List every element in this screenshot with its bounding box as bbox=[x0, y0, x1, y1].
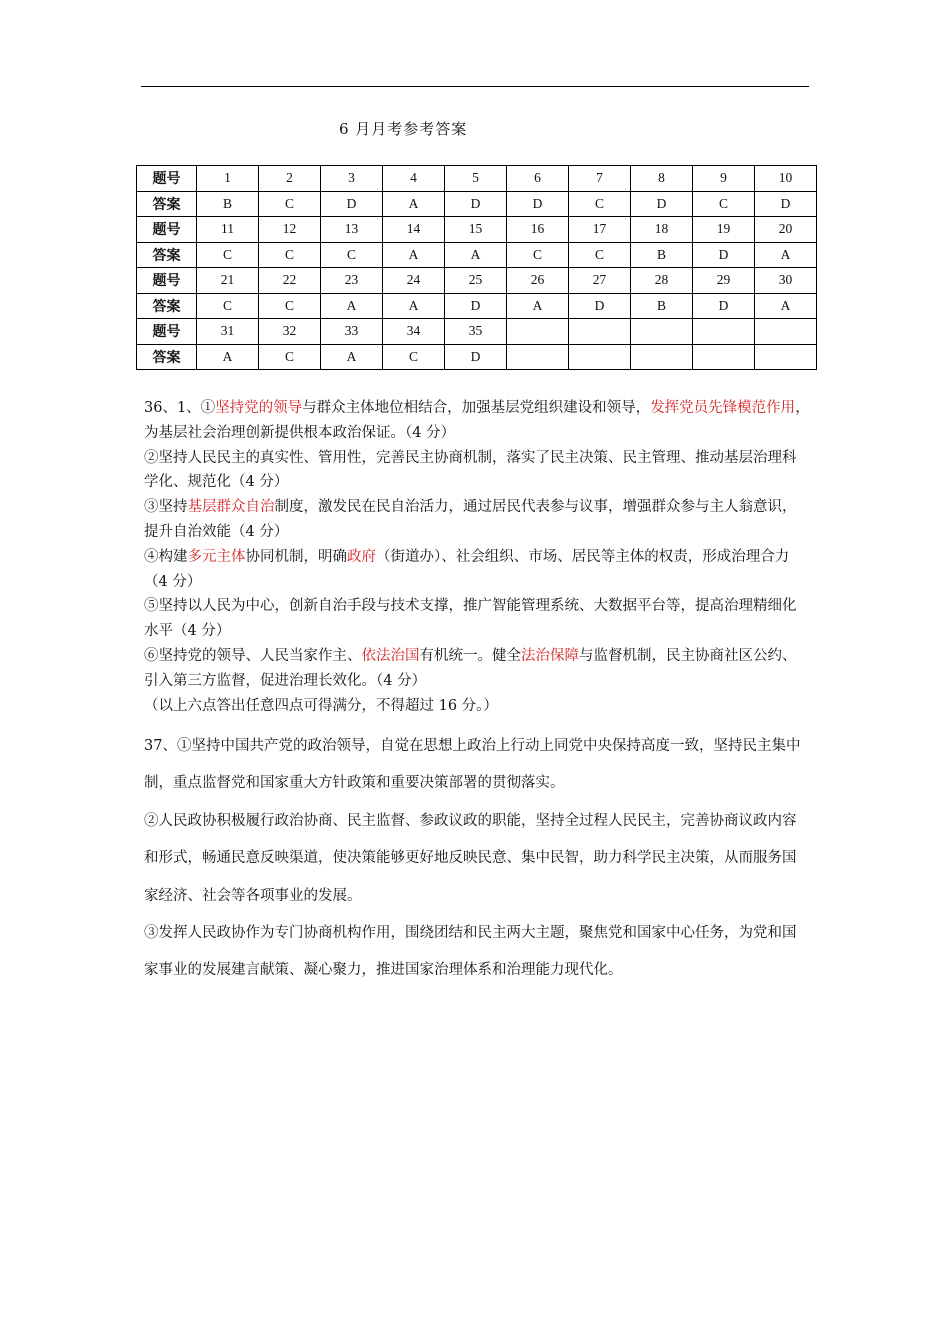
q37-point-3: ③发挥人民政协作为专门协商机构作用，围绕团结和民主两大主题，聚焦党和国家中心任务，为党和国家事业的发展建言献策、凝心聚力，推进国家治理体系和治理能力现代化。 bbox=[144, 925, 797, 979]
question-number-cell: 16 bbox=[507, 217, 569, 243]
q36-point-5: ⑤坚持以人民为中心，创新自治手段与技术支撑，推广智能管理系统、大数据平台等，提高治理精细化水平（4 分） bbox=[144, 598, 797, 640]
answer-cell: A bbox=[383, 191, 445, 217]
q37-point-2: ②人民政协积极履行政治协商、民主监督、参政议政的职能，坚持全过程人民民主，完善协商议政内容和形式，畅通民意反映渠道，使决策能够更好地反映民意、集中民智，助力科学民主决策，从而服务国家经济、社会等各项事业的发展。 bbox=[144, 812, 797, 904]
question-36-answer bbox=[144, 396, 810, 718]
answer-cell: C bbox=[259, 293, 321, 319]
question-number-cell: 3 bbox=[321, 166, 383, 192]
answer-cell: D bbox=[321, 191, 383, 217]
question-number-cell bbox=[693, 319, 755, 345]
answer-cell: D bbox=[569, 293, 631, 319]
question-number-cell: 23 bbox=[321, 268, 383, 294]
question-number-cell: 8 bbox=[631, 166, 693, 192]
question-number-cell: 9 bbox=[693, 166, 755, 192]
row-header: 题号 bbox=[137, 166, 197, 192]
question-number-cell: 5 bbox=[445, 166, 507, 192]
question-number-cell: 22 bbox=[259, 268, 321, 294]
answer-cell: C bbox=[197, 242, 259, 268]
question-number-cell: 21 bbox=[197, 268, 259, 294]
q37-point-1: 37、①坚持中国共产党的政治领导，自觉在思想上政治上行动上同党中央保持高度一致，坚持民主集中制，重点监督党和国家重大方针政策和重要决策部署的贯彻落实。 bbox=[144, 738, 801, 792]
answer-cell: D bbox=[631, 191, 693, 217]
question-number-cell: 32 bbox=[259, 319, 321, 345]
answer-cell: B bbox=[631, 242, 693, 268]
answer-cell: C bbox=[569, 191, 631, 217]
q36-point-1: 36、1、①坚持党的领导与群众主体地位相结合，加强基层党组织建设和领导，发挥党员先锋模范作用，为基层社会治理创新提供根本政治保证。（4 分） bbox=[144, 400, 810, 441]
question-number-cell bbox=[755, 319, 817, 345]
answer-cell: C bbox=[197, 293, 259, 319]
answer-cell bbox=[693, 344, 755, 370]
answer-cell: A bbox=[755, 293, 817, 319]
answer-cell: A bbox=[321, 344, 383, 370]
question-number-cell: 19 bbox=[693, 217, 755, 243]
answer-cell: B bbox=[197, 191, 259, 217]
question-number-cell: 6 bbox=[507, 166, 569, 192]
question-number-cell: 24 bbox=[383, 268, 445, 294]
answer-cell: A bbox=[445, 242, 507, 268]
question-number-cell: 14 bbox=[383, 217, 445, 243]
answer-row bbox=[137, 293, 817, 319]
question-number-cell: 10 bbox=[755, 166, 817, 192]
answer-cell: A bbox=[197, 344, 259, 370]
answer-cell bbox=[755, 344, 817, 370]
question-number-cell: 29 bbox=[693, 268, 755, 294]
question-number-cell: 33 bbox=[321, 319, 383, 345]
question-number-cell: 25 bbox=[445, 268, 507, 294]
answer-cell: C bbox=[693, 191, 755, 217]
answer-cell: D bbox=[755, 191, 817, 217]
row-header: 题号 bbox=[137, 319, 197, 345]
answer-cell: C bbox=[259, 191, 321, 217]
question-number-cell: 18 bbox=[631, 217, 693, 243]
q36-point-6: ⑥坚持党的领导、人民当家作主、依法治国有机统一。健全法治保障与监督机制，民主协商社区公约、引入第三方监督，促进治理长效化。（4 分） bbox=[144, 647, 797, 689]
answer-row bbox=[137, 191, 817, 217]
question-number-cell bbox=[569, 319, 631, 345]
question-number-cell: 15 bbox=[445, 217, 507, 243]
row-header: 题号 bbox=[137, 217, 197, 243]
page-title: 6 月月考参考答案 bbox=[339, 120, 468, 138]
question-number-cell bbox=[631, 319, 693, 345]
answer-cell: A bbox=[383, 242, 445, 268]
answer-cell: A bbox=[755, 242, 817, 268]
answer-cell: C bbox=[507, 242, 569, 268]
question-number-cell: 20 bbox=[755, 217, 817, 243]
question-number-cell: 30 bbox=[755, 268, 817, 294]
question-number-row bbox=[137, 166, 817, 192]
question-number-row bbox=[137, 217, 817, 243]
answer-cell: D bbox=[445, 191, 507, 217]
question-number-cell: 11 bbox=[197, 217, 259, 243]
answer-row bbox=[137, 344, 817, 370]
answer-cell: A bbox=[507, 293, 569, 319]
question-number-cell: 27 bbox=[569, 268, 631, 294]
answer-cell: C bbox=[569, 242, 631, 268]
question-number-cell: 26 bbox=[507, 268, 569, 294]
question-number-cell: 2 bbox=[259, 166, 321, 192]
question-number-row bbox=[137, 268, 817, 294]
answer-cell bbox=[631, 344, 693, 370]
answer-cell: C bbox=[321, 242, 383, 268]
answer-cell: D bbox=[445, 293, 507, 319]
question-number-cell: 13 bbox=[321, 217, 383, 243]
question-number-cell: 17 bbox=[569, 217, 631, 243]
answer-cell: C bbox=[259, 242, 321, 268]
answer-row bbox=[137, 242, 817, 268]
question-number-cell: 35 bbox=[445, 319, 507, 345]
question-number-cell: 12 bbox=[259, 217, 321, 243]
answer-cell: D bbox=[445, 344, 507, 370]
question-37-answer bbox=[144, 728, 810, 990]
q36-point-4: ④构建多元主体协同机制，明确政府（街道办）、社会组织、市场、居民等主体的权责，形成治理合力（4 分） bbox=[144, 548, 790, 590]
answer-cell bbox=[507, 344, 569, 370]
question-number-cell: 1 bbox=[197, 166, 259, 192]
row-header: 答案 bbox=[137, 293, 197, 319]
answer-cell: C bbox=[259, 344, 321, 370]
answer-cell: C bbox=[383, 344, 445, 370]
answer-cell: D bbox=[693, 242, 755, 268]
answer-cell: D bbox=[693, 293, 755, 319]
answer-cell: A bbox=[321, 293, 383, 319]
answer-cell: B bbox=[631, 293, 693, 319]
row-header: 题号 bbox=[137, 268, 197, 294]
q36-point-2: ②坚持人民民主的真实性、管用性，完善民主协商机制，落实了民主决策、民主管理、推动基层治理科学化、规范化（4 分） bbox=[144, 449, 797, 491]
question-number-cell: 28 bbox=[631, 268, 693, 294]
answer-table bbox=[136, 165, 817, 370]
question-number-row bbox=[137, 319, 817, 345]
row-header: 答案 bbox=[137, 242, 197, 268]
q36-point-3: ③坚持基层群众自治制度，激发民在民自治活力，通过居民代表参与议事，增强群众参与主人翁意识，提升自治效能（4 分） bbox=[144, 499, 797, 540]
top-rule bbox=[141, 86, 809, 87]
question-number-cell: 31 bbox=[197, 319, 259, 345]
question-number-cell: 4 bbox=[383, 166, 445, 192]
question-number-cell: 34 bbox=[383, 319, 445, 345]
q36-scoring-note: （以上六点答出任意四点可得满分，不得超过 16 分。） bbox=[144, 697, 498, 714]
question-number-cell: 7 bbox=[569, 166, 631, 192]
answer-cell: D bbox=[507, 191, 569, 217]
row-header: 答案 bbox=[137, 191, 197, 217]
question-number-cell bbox=[507, 319, 569, 345]
row-header: 答案 bbox=[137, 344, 197, 370]
answer-cell bbox=[569, 344, 631, 370]
answer-cell: A bbox=[383, 293, 445, 319]
